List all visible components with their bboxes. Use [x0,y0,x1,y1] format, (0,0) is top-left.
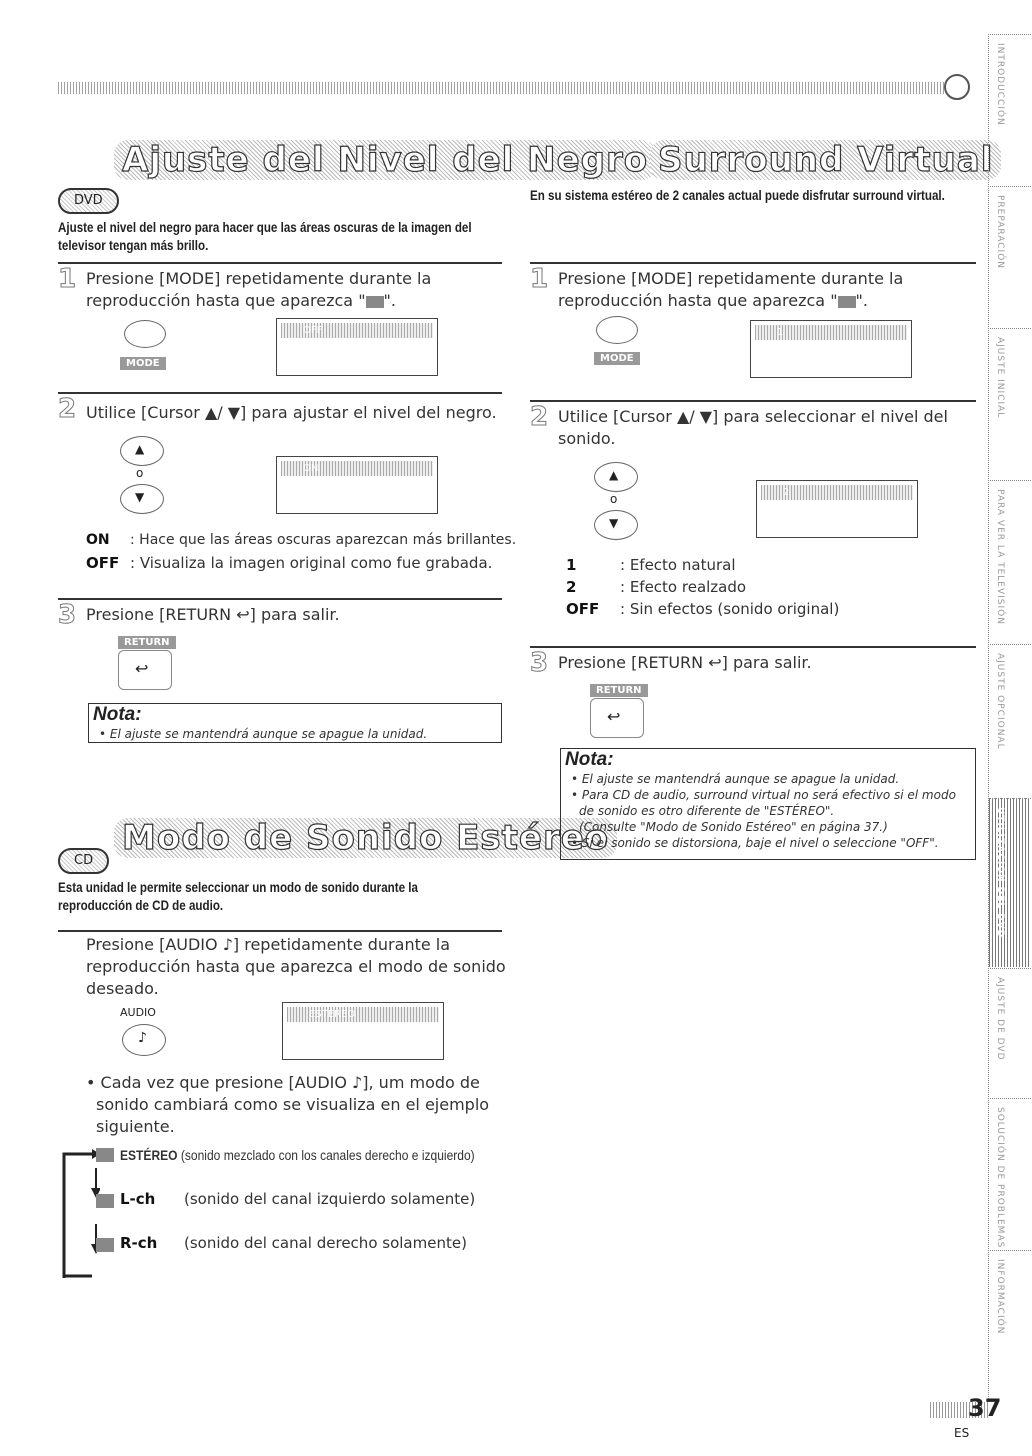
divider [530,646,976,648]
side-tab-utilizacion-del-dvd[interactable]: UTILIZACIÓN DEL DVD [988,798,1031,967]
black-step2: Utilice [Cursor ▲/ ▼] para ajustar el nivel del negro. [86,403,497,422]
top-dotted-rule [58,82,950,94]
osd-screen-surround-1: 1 [750,320,912,378]
step-number-2: 2 [58,394,77,424]
rch-mode-icon [96,1238,114,1252]
osd-screen-black-1: OFF [276,318,438,376]
stereo-step-line1: Presione [AUDIO ♪] repetidamente durante la [86,935,451,954]
stereo-bullet-line2: sonido cambiará como se visualiza en el ejemplo [96,1095,490,1114]
black-level-intro-line2: televisor tengan más brillo. [58,238,209,253]
or-text: o [136,466,144,480]
return-button[interactable] [590,698,644,738]
mode-cycle-arrows [60,1148,100,1278]
top-rule-circle [944,74,970,100]
surround-step2-line2: sonido. [558,429,616,448]
step-number-1: 1 [58,264,77,294]
return-icon: ↩ [135,659,149,678]
divider [58,262,502,264]
or-text: o [610,492,618,506]
note-box-surround: Nota: • El ajuste se mantendrá aunque se apague la unidad. • Para CD de audio, surround virtual no será efectivo si el modo de sonido es otro diferente de "ESTÉREO". (Consulte "Modo de Sonido Estéreo" en página 37.) • Si el sonido se distorsiona, baje el nivel o seleccione "OFF". [560,748,976,860]
mode-label: MODE [594,352,640,365]
divider [530,262,976,264]
mode-button[interactable] [124,320,166,348]
osd-screen-stereo: ESTÉREO [282,1002,444,1060]
mode-label: MODE [120,357,166,370]
audio-label: AUDIO [120,1006,156,1019]
step-number-3: 3 [530,648,549,678]
side-tab-ajuste-de-dvd[interactable]: AJUSTE DE DVD [988,968,1031,1097]
note-box-black-level: Nota: • El ajuste se mantendrá aunque se apague la unidad. [88,703,502,743]
side-tab-ajuste-opcional[interactable]: AJUSTE OPCIONAL [988,644,1031,797]
section-title-surround: Surround Virtual [650,140,1001,180]
side-tab-informacion[interactable]: INFORMACIÓN [988,1250,1031,1401]
cursor-down-button[interactable]: ▼ [120,484,164,514]
stereo-mode-icon [96,1148,114,1162]
osd-screen-black-2: ON [276,456,438,514]
divider [58,392,502,394]
lch-mode-icon [96,1194,114,1208]
black-level-intro-line1: Ajuste el nivel del negro para hacer que las áreas oscuras de la imagen del [58,220,472,235]
section-title-stereo: Modo de Sonido Estéreo [114,818,617,858]
side-tab-introduccion[interactable]: INTRODUCCIÓN [988,34,1031,185]
music-note-icon: ♪ [138,1030,147,1046]
stereo-bullet-line3: siguiente. [96,1117,175,1136]
black-step1-line2: reproducción hasta que aparezca " ". [86,291,396,310]
cd-badge: CD [58,848,109,874]
surround-step1-line2: reproducción hasta que aparezca " ". [558,291,868,310]
return-button[interactable] [118,650,172,690]
surround-step1-line1: Presione [MODE] repetidamente durante la [558,269,904,288]
side-tab-solucion-de-problemas[interactable]: SOLUCIÓN DE PROBLEMAS [988,1098,1031,1249]
return-icon: ↩ [607,707,621,726]
step-number-1: 1 [530,264,549,294]
black-step1-line1: Presione [MODE] repetidamente durante la [86,269,432,288]
option-off: OFF : Sin efectos (sonido original) [566,600,840,618]
divider [58,598,502,600]
option-off: OFF : Visualiza la imagen original como fue grabada. [86,554,493,572]
mode-button[interactable] [596,316,638,344]
cursor-up-button[interactable]: ▲ [120,436,164,466]
side-tab-preparacion[interactable]: PREPARACIÓN [988,186,1031,327]
mode-lch: L-ch (sonido del canal izquierdo solamente) [120,1190,476,1208]
audio-button[interactable] [122,1024,166,1056]
cursor-down-button[interactable]: ▼ [594,510,638,540]
surround-intro: En su sistema estéreo de 2 canales actual puede disfrutar surround virtual. [530,188,945,203]
dvd-badge: DVD [58,188,119,214]
option-1: 1 : Efecto natural [566,556,736,574]
stereo-bullet-line1: • Cada vez que presione [AUDIO ♪], um modo de [86,1073,480,1092]
mode-rch: R-ch (sonido del canal derecho solamente) [120,1234,467,1252]
option-on: ON : Hace que las áreas oscuras aparezcan más brillantes. [86,532,517,548]
stereo-step-line3: deseado. [86,979,159,998]
step-number-2: 2 [530,402,549,432]
black-step3: Presione [RETURN ↩] para salir. [86,605,340,624]
step-number-3: 3 [58,600,77,630]
side-tab-ajuste-inicial[interactable]: AJUSTE INICIAL [988,328,1031,479]
return-label: RETURN [118,636,176,649]
return-label: RETURN [590,684,648,697]
osd-screen-surround-2: 2 [756,480,918,538]
surround-step3: Presione [RETURN ↩] para salir. [558,653,812,672]
page-number: 37 [968,1394,1002,1422]
page-language: ES [954,1426,970,1440]
surround-step2-line1: Utilice [Cursor ▲/ ▼] para seleccionar el nivel del [558,407,948,426]
cursor-up-button[interactable]: ▲ [594,462,638,492]
side-tab-para-ver-la-television[interactable]: PARA VER LA TELEVISIÓN [988,480,1031,643]
option-2: 2 : Efecto realzado [566,578,747,596]
divider [58,930,502,932]
section-title-black-level: Ajuste del Nivel del Negro [114,140,656,180]
stereo-intro-line2: reproducción de CD de audio. [58,898,224,913]
mode-estereo: ESTÉREO (sonido mezclado con los canales derecho e izquierdo) [120,1147,475,1163]
divider [530,400,976,402]
stereo-intro-line1: Esta unidad le permite seleccionar un modo de sonido durante la [58,880,418,895]
stereo-step-line2: reproducción hasta que aparezca el modo de sonido [86,957,506,976]
